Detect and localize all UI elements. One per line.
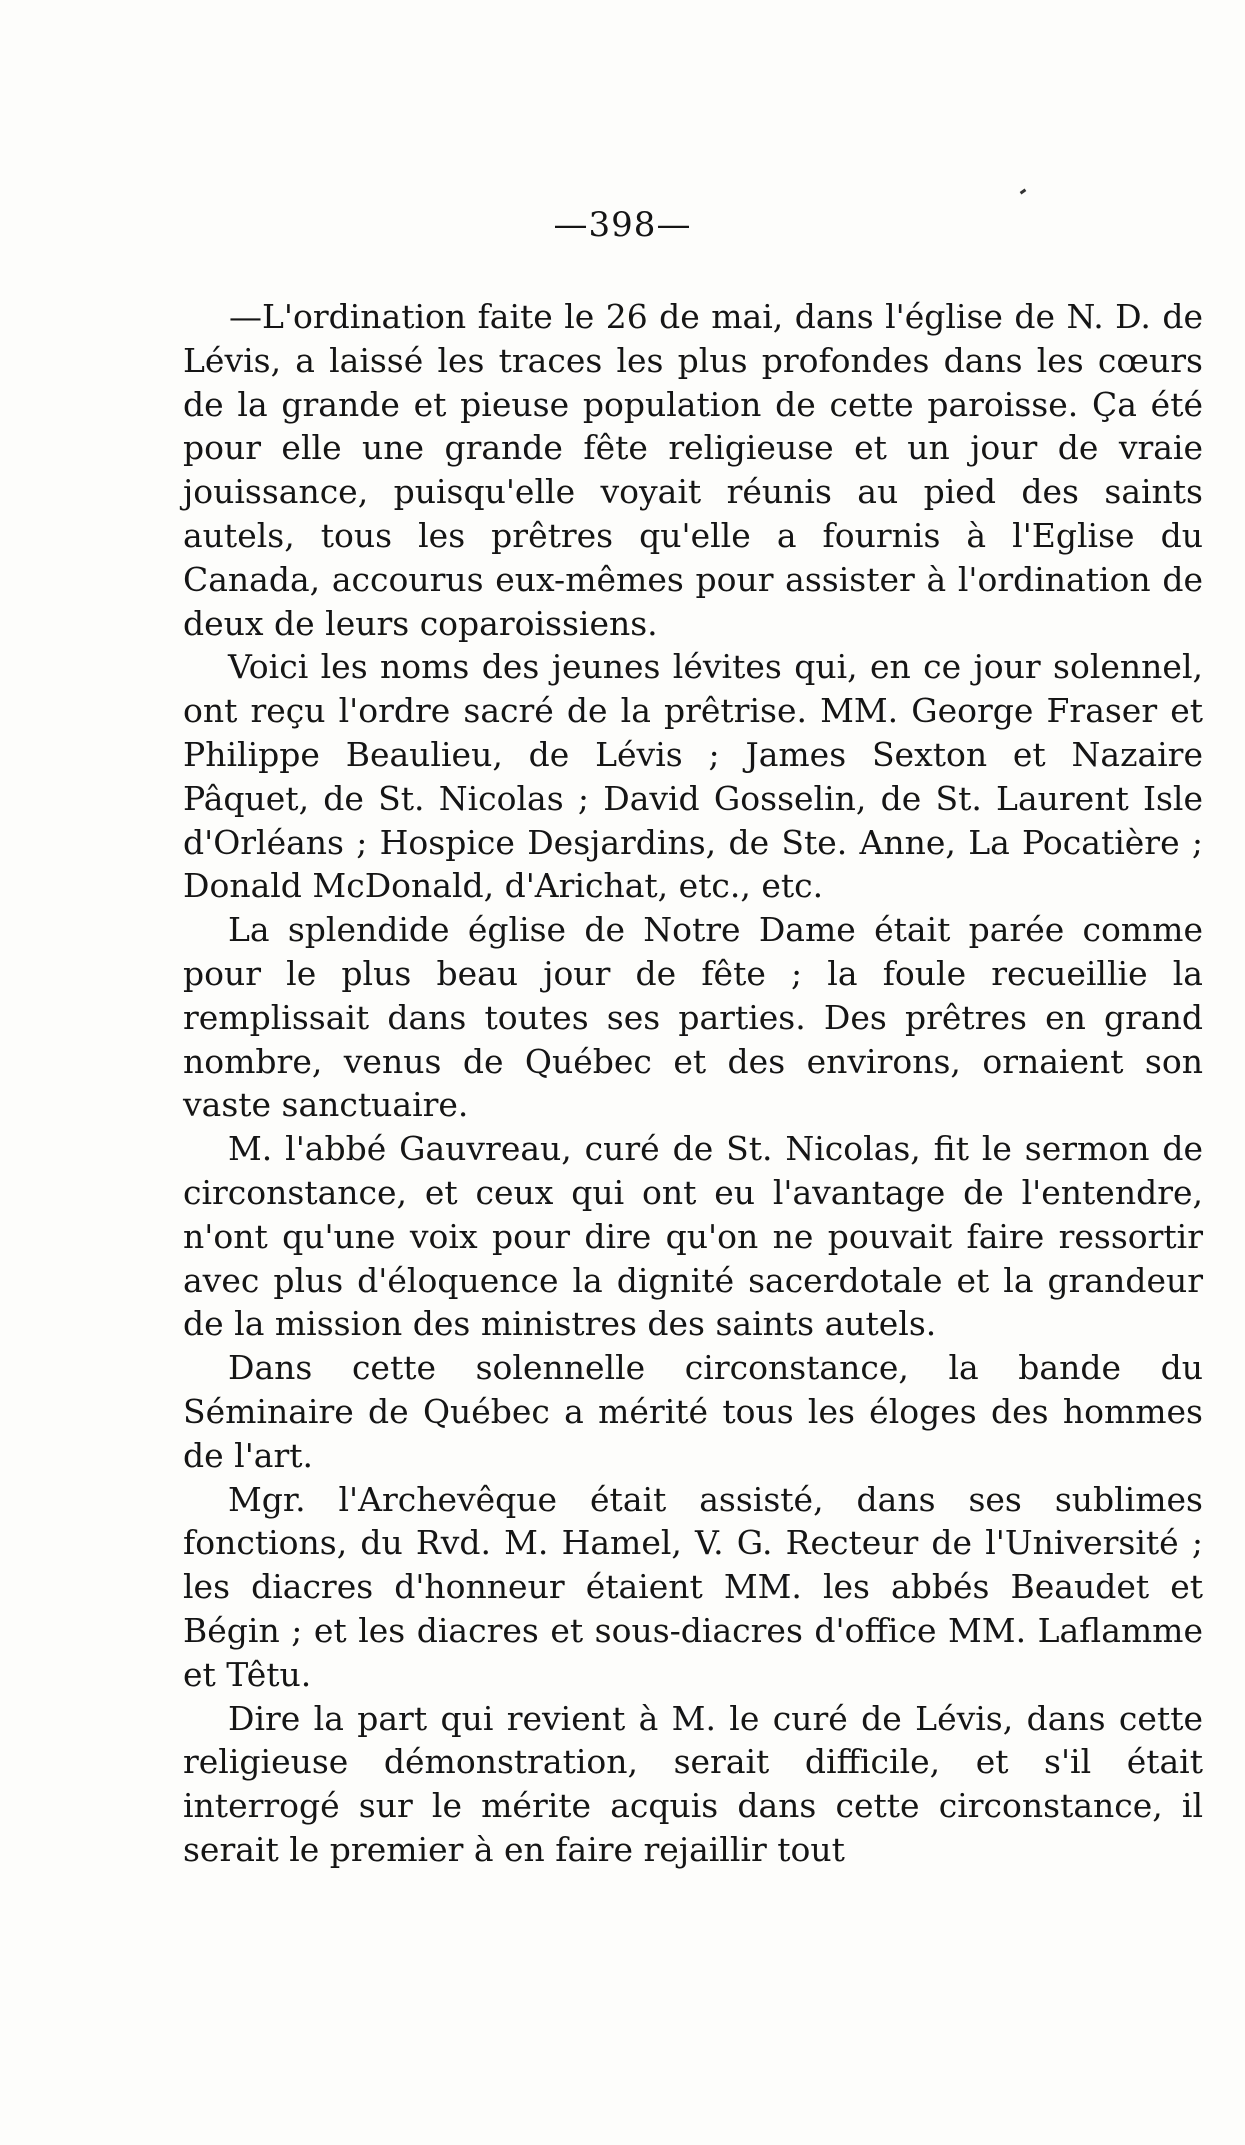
paragraph-names: Voici les noms des jeunes lévites qui, en ce jour solennel, ont reçu l'ordre sacré de la prêtrise. MM. George Fraser et Philippe Beaulieu, de Lévis ; James Sexton et Nazaire Pâquet, de St. Nicolas ; David Gosselin, de St. Laurent Isle d'Orléans ; Hospice Desjardins, de Ste. Anne, La Pocatière ; Donald McDonald, d'Arichat, etc., etc.	[183, 647, 1203, 906]
paragraph-band: Dans cette solennelle circonstance, la bande du Séminaire de Québec a mérité tous les éloges des hommes de l'art.	[183, 1348, 1203, 1475]
paragraph-cure: Dire la part qui revient à M. le curé de Lévis, dans cette religieuse démonstration, serait difficile, et s'il était interrogé sur le mérite acquis dans cette circonstance, il serait le premier à en faire rejaillir tout	[183, 1698, 1203, 1869]
paragraph-sermon: M. l'abbé Gauvreau, curé de St. Nicolas, fit le sermon de circonstance, et ceux qui ont eu l'avantage de l'entendre, n'ont qu'une voix pour dire qu'on ne pouvait faire ressortir avec plus d'éloquence la dignité sacerdotale et la grandeur de la mission des ministres des saints autels.	[183, 1129, 1203, 1344]
page-number: —398—	[553, 205, 692, 245]
paragraph-ordination: —L'ordination faite le 26 de mai, dans l'église de N. D. de Lévis, a laissé les traces les plus profondes dans les cœurs de la grande et pieuse population de cette paroisse. Ça été pour elle une grande fête religieuse et un jour de vraie jouissance, puisqu'elle voyait réunis au pied des saints autels, tous les prêtres qu'elle a fournis à l'Eglise du Canada, accourus eux-mêmes pour assister à l'ordination de deux de leurs coparoissiens.	[183, 297, 1203, 643]
body-text	[183, 295, 1203, 1872]
paragraph-archbishop: Mgr. l'Archevêque était assisté, dans ses sublimes fonctions, du Rvd. M. Hamel, V. G. Recteur de l'Université ; les diacres d'honneur étaient MM. les abbés Beaudet et Bégin ; et les diacres et sous-diacres d'office MM. Laflamme et Têtu.	[183, 1479, 1203, 1694]
ink-mark	[1020, 189, 1027, 195]
paragraph-church: La splendide église de Notre Dame était parée comme pour le plus beau jour de fête ; la foule recueillie la remplissait dans toutes ses parties. Des prêtres en grand nombre, venus de Québec et des environs, ornaient son vaste sanctuaire.	[183, 910, 1203, 1125]
